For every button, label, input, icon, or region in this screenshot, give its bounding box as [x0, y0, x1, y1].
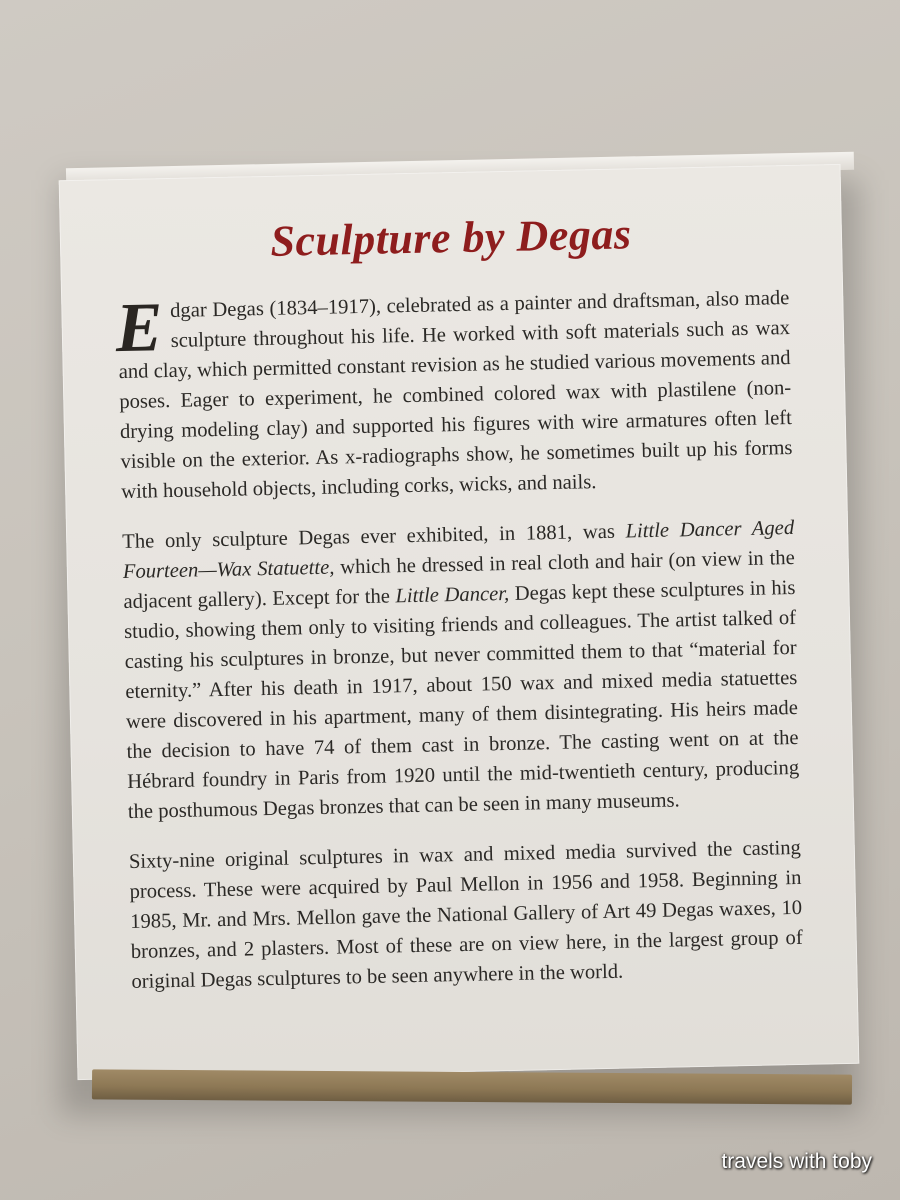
paragraph-3: [129, 833, 804, 997]
plaque-bottom-edge: [92, 1069, 852, 1104]
paragraph-1: [114, 283, 793, 507]
artwork-title-little-dancer-short: Little Dancer,: [395, 582, 510, 608]
paragraph-2-part-a: The only sculpture Degas ever exhibited, in 1881, was: [122, 520, 626, 554]
drop-cap: E: [114, 289, 164, 368]
artwork-title-little-dancer-full: Little Dancer Aged Fourteen—Wax Statuette,: [122, 516, 795, 584]
paragraph-1-text: dgar Degas (1834–1917), celebrated as a painter and draftsman, also made sculpture throughout his life. He worked with soft materials such as wax and clay, which permitted constant revision as he studied various movements and poses. Eager to experiment, he combined colored wax with plastilene (non-drying modeling clay) and supported his figures with wire armatures often left visible on the exterior. As x-radiographs show, he sometimes built up his forms with household objects, including corks, wicks, and nails.: [118, 287, 793, 504]
paragraph-2: [122, 513, 800, 827]
plaque-title: Sculpture by Degas: [269, 209, 632, 266]
museum-plaque: [59, 164, 860, 1080]
paragraph-3-text: Sixty-nine original sculptures in wax and mixed media survived the casting process. These were acquired by Paul Mellon in 1956 and 1958. Beginning in 1985, Mr. and Mrs. Mellon gave the National Gallery of Art 49 Degas waxes, 10 bronzes, and 2 plasters. Most of these are on view here, in the largest group of original Degas sculptures to be seen anywhere in the world.: [128, 836, 803, 993]
paragraph-2-part-c: Degas kept these sculptures in his studio, showing them only to visiting friends and colleagues. The artist talked of casting his sculptures in bronze, but never committed them to that “material for eternity.” After his death in 1917, about 150 wax and mixed media statuettes were discovered in his apartment, many of them disintegrating. His heirs made the decision to have 74 of them cast in bronze. The casting went on at the Hébrard foundry in Paris from 1920 until the mid-twentieth century, producing the posthumous Degas bronzes that can be seen in many museums.: [123, 576, 800, 823]
paragraph-2-part-b: which he dressed in real cloth and hair (on view in the adjacent gallery). Except for the: [123, 546, 795, 614]
photo-watermark: travels with toby: [721, 1150, 872, 1173]
plaque-body: [114, 283, 804, 1017]
